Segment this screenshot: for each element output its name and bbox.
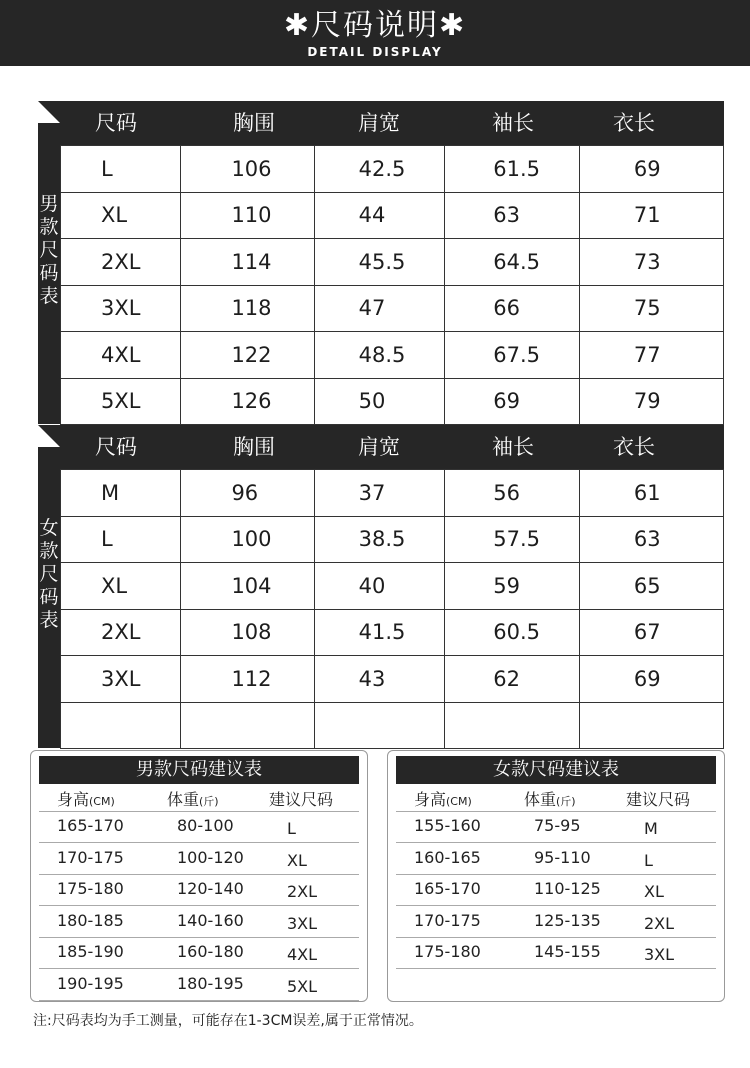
table-cell: L <box>644 850 653 870</box>
table-row <box>61 609 724 656</box>
column-label: 建议尺码 <box>269 790 334 809</box>
women-side-char: 表 <box>39 609 59 631</box>
table-cell: 180-195 <box>177 974 244 993</box>
men-side-char: 码 <box>39 262 59 284</box>
women-column-header: 袖长 <box>492 435 534 459</box>
column-label: 身高 <box>57 790 90 809</box>
table-cell: 100 <box>181 516 314 563</box>
table-cell: 3XL <box>287 913 318 933</box>
table-cell: 37 <box>314 470 445 517</box>
table-cell: 63 <box>579 516 723 563</box>
column-label: 身高 <box>414 790 447 809</box>
table-row <box>61 470 724 517</box>
table-cell: 112 <box>181 656 314 703</box>
table-cell: 64.5 <box>445 239 580 286</box>
table-row <box>61 563 724 610</box>
table-cell: 100-120 <box>177 847 244 867</box>
table-cell: 63 <box>445 192 580 239</box>
table-cell: 69 <box>579 656 723 703</box>
column-label: 体重 <box>167 790 200 809</box>
table-cell: 2XL <box>644 913 675 933</box>
table-cell <box>579 702 723 749</box>
table-cell: 126 <box>181 378 314 425</box>
table-cell: 160-180 <box>177 942 244 962</box>
table-row <box>61 285 724 332</box>
table-cell: L <box>61 146 181 193</box>
table-cell: 75 <box>579 285 723 332</box>
table-cell: 4XL <box>61 332 181 379</box>
table-cell: 69 <box>579 146 723 193</box>
table-cell: 40 <box>314 563 445 610</box>
table-cell: 67.5 <box>445 332 580 379</box>
table-cell <box>314 702 445 749</box>
table-cell: 45.5 <box>314 239 445 286</box>
table-cell: 170-175 <box>414 910 481 930</box>
table-cell: 125-135 <box>534 910 601 930</box>
table-row <box>396 843 716 875</box>
table-cell: 5XL <box>61 378 181 425</box>
table-cell <box>445 702 580 749</box>
reco-header-divider <box>39 780 359 812</box>
table-cell: 56 <box>445 470 580 517</box>
column-label: 体重 <box>524 790 557 809</box>
table-row <box>39 906 359 938</box>
table-row <box>61 332 724 379</box>
table-cell: 165-170 <box>414 879 481 899</box>
table-cell: 44 <box>314 192 445 239</box>
table-cell: 2XL <box>61 239 181 286</box>
table-cell: 108 <box>181 609 314 656</box>
women-size-recommendation <box>387 750 725 1002</box>
table-cell: XL <box>61 563 181 610</box>
table-cell: 41.5 <box>314 609 445 656</box>
table-cell: XL <box>644 882 664 902</box>
men-column-header: 肩宽 <box>358 111 400 135</box>
table-row <box>396 874 716 906</box>
women-side-label <box>38 517 60 632</box>
women-column-header: 尺码 <box>95 435 137 459</box>
table-row <box>61 192 724 239</box>
table-cell: 73 <box>579 239 723 286</box>
table-cell: 42.5 <box>314 146 445 193</box>
table-cell: 122 <box>181 332 314 379</box>
table-cell: 106 <box>181 146 314 193</box>
table-cell: 62 <box>445 656 580 703</box>
table-cell: XL <box>61 192 181 239</box>
table-row <box>396 906 716 938</box>
table-cell: 170-175 <box>57 847 124 867</box>
women-side-char: 女 <box>39 517 59 539</box>
table-cell: 3XL <box>61 656 181 703</box>
table-cell: 2XL <box>287 882 318 902</box>
men-column-header: 袖长 <box>492 111 534 135</box>
table-cell: L <box>287 819 296 838</box>
table-cell: 60.5 <box>445 609 580 656</box>
men-side-char: 男 <box>39 193 59 215</box>
table-cell: M <box>644 819 658 838</box>
table-cell: 185-190 <box>57 942 124 962</box>
table-cell <box>181 702 314 749</box>
table-row <box>39 811 359 843</box>
table-row <box>396 811 716 843</box>
table-row <box>61 702 724 749</box>
table-cell: 180-185 <box>57 910 124 930</box>
men-size-recommendation <box>30 750 368 1002</box>
women-side-char: 码 <box>39 586 59 608</box>
men-column-header: 尺码 <box>95 111 137 135</box>
women-column-header: 胸围 <box>233 435 275 459</box>
table-cell: 80-100 <box>177 816 234 835</box>
table-row <box>39 969 359 1001</box>
table-row <box>39 874 359 906</box>
footer-note: 注:尺码表均为手工测量，可能存在1-3CM误差,属于正常情况。 <box>33 1013 423 1029</box>
women-table-grid <box>60 469 724 749</box>
column-label: 建议尺码 <box>626 790 691 809</box>
men-header-fold <box>38 101 60 123</box>
men-table-grid <box>60 145 724 425</box>
column-unit: (斤) <box>556 795 576 808</box>
women-column-header: 衣长 <box>613 435 655 459</box>
table-cell: 50 <box>314 378 445 425</box>
men-side-char: 表 <box>39 285 59 307</box>
table-cell: 175-180 <box>414 942 481 962</box>
table-cell: 110 <box>181 192 314 239</box>
table-cell: 66 <box>445 285 580 332</box>
table-cell: 61 <box>579 470 723 517</box>
table-cell: 145-155 <box>534 942 601 962</box>
table-cell: 75-95 <box>534 816 581 835</box>
men-column-header: 衣长 <box>613 111 655 135</box>
women-side-char: 尺 <box>39 563 59 585</box>
table-cell: 118 <box>181 285 314 332</box>
table-cell: M <box>61 470 181 517</box>
table-cell: 3XL <box>61 285 181 332</box>
men-side-char: 尺 <box>39 239 59 261</box>
column-unit: (CM) <box>89 795 115 808</box>
table-cell: 190-195 <box>57 974 124 993</box>
table-cell: 57.5 <box>445 516 580 563</box>
table-cell: 155-160 <box>414 816 481 835</box>
column-unit: (斤) <box>199 795 219 808</box>
table-cell: L <box>61 516 181 563</box>
table-cell: 140-160 <box>177 910 244 930</box>
table-row <box>39 843 359 875</box>
table-cell: 95-110 <box>534 847 591 867</box>
table-row <box>61 146 724 193</box>
women-side-char: 款 <box>39 540 59 562</box>
header-banner <box>0 0 750 66</box>
table-cell: 110-125 <box>534 879 601 899</box>
table-row <box>61 656 724 703</box>
men-reco-title: 男款尺码建议表 <box>39 756 359 784</box>
table-cell: 96 <box>181 470 314 517</box>
table-cell: 69 <box>445 378 580 425</box>
table-cell: 120-140 <box>177 879 244 899</box>
women-column-header: 肩宽 <box>358 435 400 459</box>
women-reco-title: 女款尺码建议表 <box>396 756 716 784</box>
women-table-header <box>60 425 724 469</box>
table-cell: 160-165 <box>414 847 481 867</box>
table-cell: 79 <box>579 378 723 425</box>
table-cell: 104 <box>181 563 314 610</box>
table-cell: 71 <box>579 192 723 239</box>
table-cell: 2XL <box>61 609 181 656</box>
table-row <box>61 378 724 425</box>
table-cell: 65 <box>579 563 723 610</box>
men-column-header: 胸围 <box>233 111 275 135</box>
table-cell: 77 <box>579 332 723 379</box>
table-cell <box>61 702 181 749</box>
men-side-char: 款 <box>39 216 59 238</box>
column-unit: (CM) <box>446 795 472 808</box>
table-row <box>61 239 724 286</box>
table-cell: XL <box>287 850 307 870</box>
table-row <box>396 937 716 969</box>
table-cell: 59 <box>445 563 580 610</box>
table-cell: 47 <box>314 285 445 332</box>
table-cell: 3XL <box>644 945 675 965</box>
table-cell: 61.5 <box>445 146 580 193</box>
table-cell: 48.5 <box>314 332 445 379</box>
men-table-header <box>60 101 724 145</box>
women-header-fold <box>38 425 60 447</box>
table-cell: 43 <box>314 656 445 703</box>
men-side-label <box>38 193 60 308</box>
reco-header-divider <box>396 780 716 812</box>
table-cell: 114 <box>181 239 314 286</box>
table-cell: 165-170 <box>57 816 124 835</box>
table-row <box>61 516 724 563</box>
page-title: ✱尺码说明✱ <box>283 8 467 43</box>
table-cell: 5XL <box>287 977 318 996</box>
page-subtitle: DETAIL DISPLAY <box>307 45 443 59</box>
table-cell: 4XL <box>287 945 318 965</box>
table-row <box>39 937 359 969</box>
table-cell: 38.5 <box>314 516 445 563</box>
table-cell: 175-180 <box>57 879 124 899</box>
table-cell: 67 <box>579 609 723 656</box>
